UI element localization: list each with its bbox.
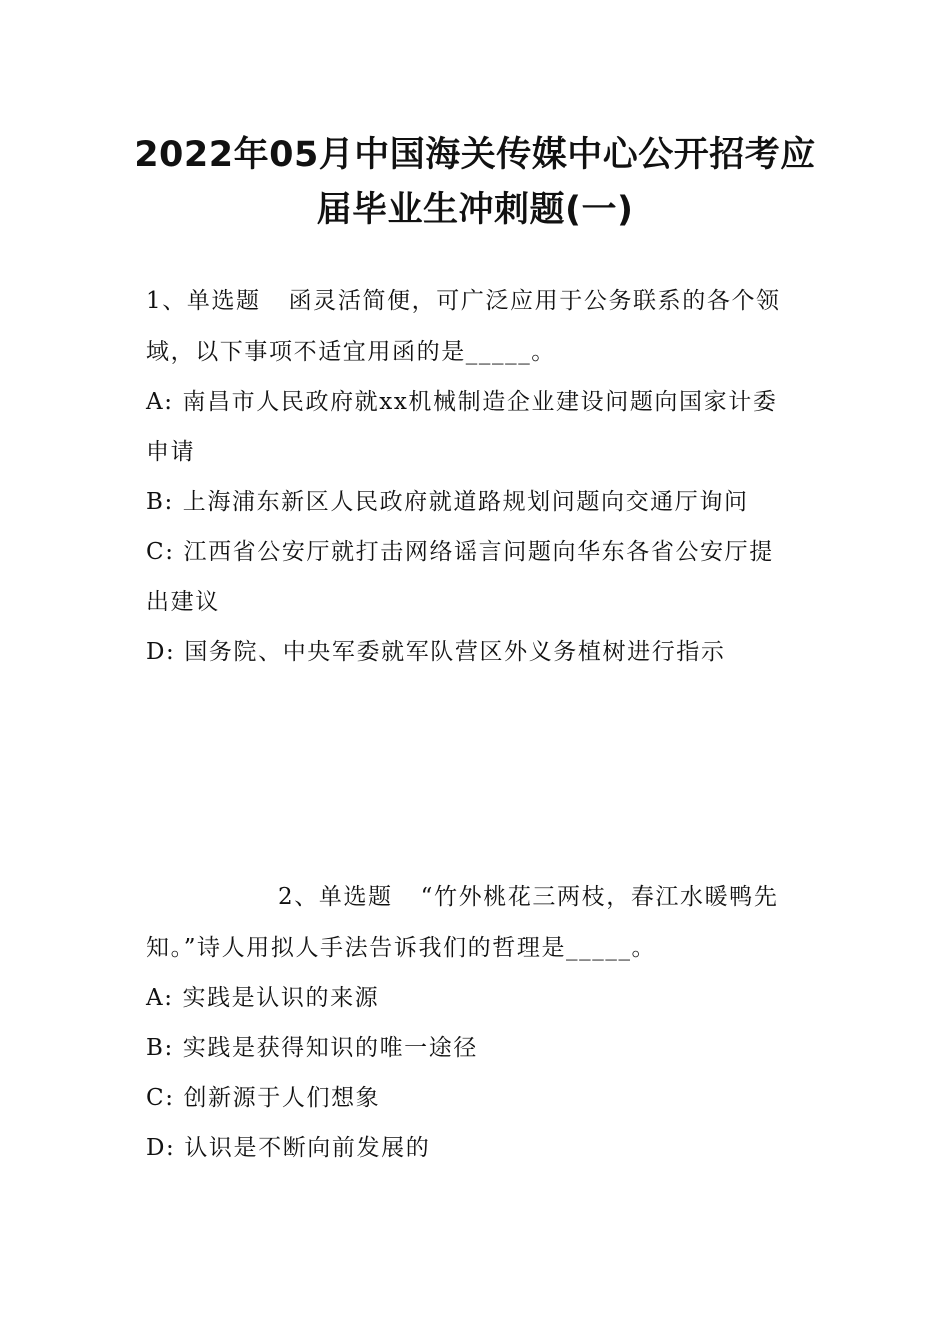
question-number: 2、 xyxy=(278,884,319,910)
question-1-option-b xyxy=(146,485,749,519)
question-stem: “竹外桃花三两枝，春江水暖鸭先 xyxy=(420,884,779,910)
question-type: 单选题 xyxy=(186,288,261,314)
question-2-option-b xyxy=(146,1031,478,1065)
question-2-option-c xyxy=(146,1081,380,1115)
page-title xyxy=(0,128,950,238)
question-number: 1、 xyxy=(146,288,187,314)
question-2-stem-line-2: 知。”诗人用拟人手法告诉我们的哲理是_____。 xyxy=(146,935,657,961)
option-text: 南昌市人民政府就xx机械制造企业建设问题向国家计委 xyxy=(182,389,778,415)
option-text: 认识是不断向前发展的 xyxy=(184,1135,431,1161)
option-key: C: xyxy=(146,539,175,565)
question-1-option-a-continued: 申请 xyxy=(146,439,196,465)
question-1-stem-line-1 xyxy=(146,284,781,318)
option-key: B: xyxy=(146,1035,174,1061)
option-key: A: xyxy=(146,985,174,1011)
option-text: 实践是认识的来源 xyxy=(182,985,380,1011)
option-text: 国务院、中央军委就军队营区外义务植树进行指示 xyxy=(184,639,726,665)
question-2-option-d xyxy=(146,1131,430,1165)
question-1-option-c-continued: 出建议 xyxy=(146,589,220,615)
question-1-option-a xyxy=(146,385,777,419)
option-key: A: xyxy=(146,389,174,415)
title-line-2: 届毕业生冲刺题(一) xyxy=(316,190,634,230)
option-text: 创新源于人们想象 xyxy=(183,1085,381,1111)
option-key: D: xyxy=(146,639,176,665)
question-stem: 函灵活简便，可广泛应用于公务联系的各个领 xyxy=(288,288,781,314)
question-1-option-c xyxy=(146,535,774,569)
question-2-option-a xyxy=(146,981,379,1015)
option-text: 上海浦东新区人民政府就道路规划问题向交通厅询问 xyxy=(182,489,749,515)
question-1-option-d xyxy=(146,635,726,669)
option-text: 江西省公安厅就打击网络谣言问题向华东各省公安厅提 xyxy=(183,539,774,565)
option-key: D: xyxy=(146,1135,176,1161)
question-2-stem-line-1 xyxy=(146,880,778,914)
title-line-1: 2022年05月中国海关传媒中心公开招考应 xyxy=(134,135,816,175)
option-key: C: xyxy=(146,1085,175,1111)
question-1-stem-line-2: 域，以下事项不适宜用函的是_____。 xyxy=(146,339,556,365)
option-key: B: xyxy=(146,489,174,515)
option-text: 实践是获得知识的唯一途径 xyxy=(182,1035,478,1061)
question-type: 单选题 xyxy=(318,884,393,910)
